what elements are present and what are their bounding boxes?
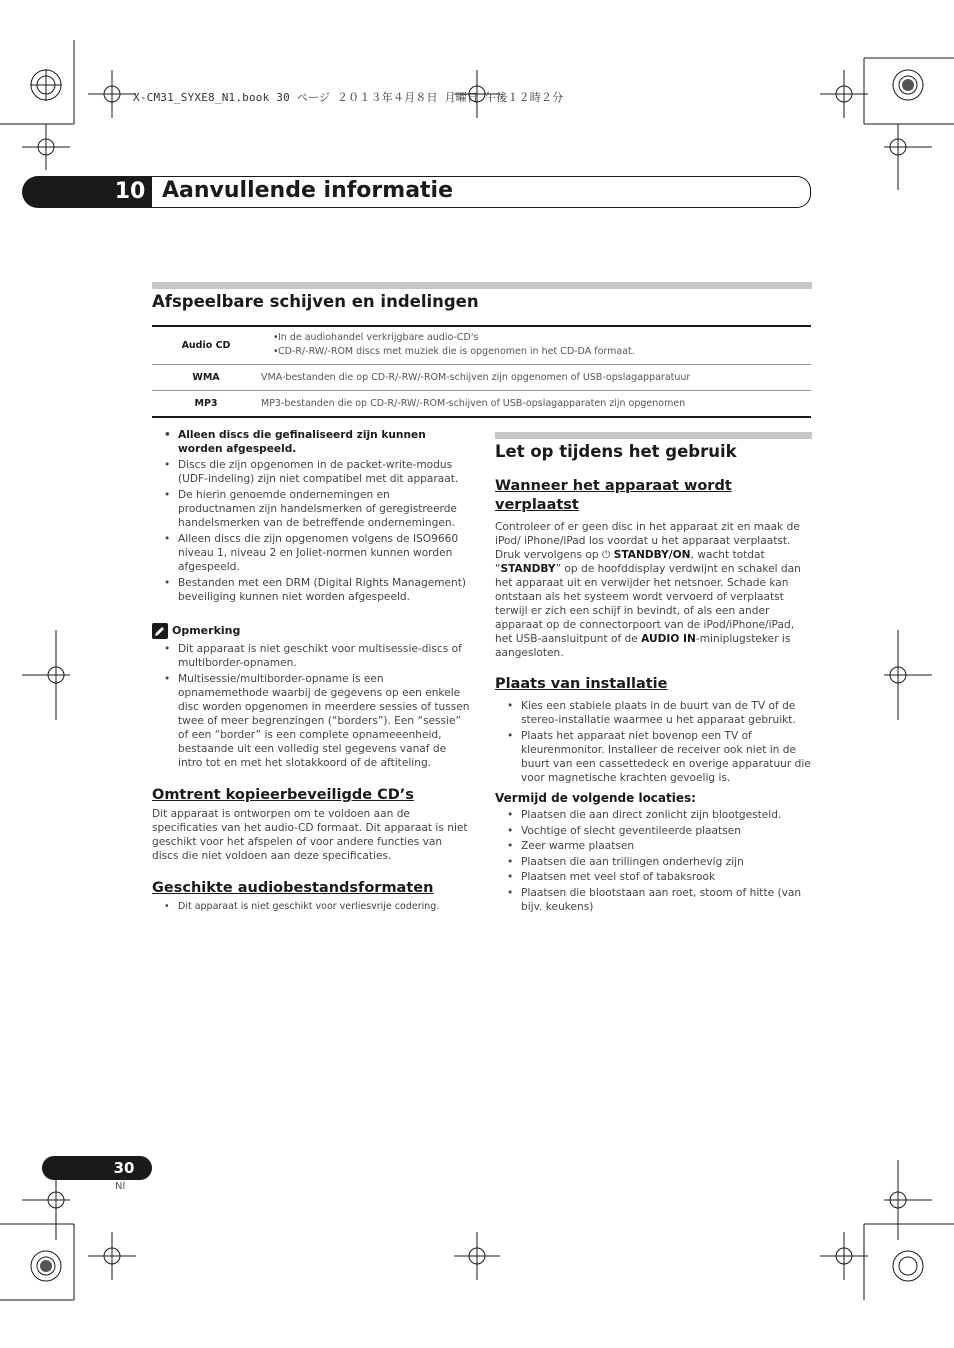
section-divider	[152, 282, 812, 289]
pencil-note-icon	[152, 623, 168, 639]
moving-text	[495, 520, 813, 660]
table-row	[152, 390, 811, 417]
list-item: • Zeer warme plaatsen	[495, 839, 813, 853]
standby-on-key: STANDBY/ON	[613, 549, 691, 561]
left-column	[152, 428, 470, 916]
list-item: • De hierin genoemde ondernemingen en productnamen zijn handelsmerken of geregistreerde handelsmerken van de betreffende ondernemingen.	[152, 488, 470, 530]
avoid-heading: Vermijd de volgende locaties:	[495, 791, 696, 805]
list-item: • Dit apparaat is niet geschikt voor multisessie-discs of multiborder-opnamen.	[152, 642, 470, 670]
avoid-list	[495, 808, 813, 914]
formats-table-wrap	[152, 325, 811, 418]
audio-in-jack: AUDIO IN	[641, 633, 696, 645]
format-description	[260, 326, 811, 364]
list-item: • Dit apparaat is niet geschikt voor verliesvrije codering.	[152, 900, 470, 914]
list-item: • Multisessie/multiborder-opname is een opnamemethode waarbij de gegevens op een enkele disc worden opgenomen in meerdere sessies of tussen twee of meer begrenzingen (“borders”). Een “sessie” of een “border” is een complete opnameeenheid, bestaande uit een volledig stel gegevens vanaf de intro tot en met het slotakkoord of de aftiteling.	[152, 672, 470, 770]
formats-section-title: Afspeelbare schijven en indelingen	[152, 292, 479, 311]
disc-notes-list	[152, 428, 470, 604]
page-number: 30	[113, 1159, 135, 1177]
section-divider	[495, 432, 812, 439]
note-list	[152, 642, 470, 770]
table-row	[152, 326, 811, 364]
formats-table	[152, 325, 811, 418]
list-item: • Plaatsen die aan trillingen onderhevig zijn	[495, 855, 813, 869]
right-column	[495, 442, 813, 916]
text-run: -miniplugsteker is aangesloten.	[495, 633, 791, 659]
text-run: ” op de hoofddisplay verdwijnt en schakel dan het apparaat uit en verwijder het netsnoer. Schade kan ontstaan als het systeem wordt vervoerd of verplaatst terwijl er zich een schijf in bevindt, of als een ander apparaat op de connectorpoort van de iPod/iPhone/iPad, het USB-aansluitpunt of de	[495, 563, 801, 645]
copy-protection-heading: Omtrent kopieerbeveiligde CD’s	[152, 787, 414, 803]
moving-heading: Wanneer het apparaat wordt verplaatst	[495, 478, 732, 513]
page-language: Nl	[115, 1181, 126, 1192]
list-item: • Kies een stabiele plaats in de buurt van de TV of de stereo-installatie waarmee u het apparaat gebruikt.	[495, 699, 813, 727]
list-item: • Alleen discs die gefinaliseerd zijn kunnen worden afgespeeld.	[152, 428, 470, 456]
list-item: • Plaatsen die blootstaan aan roet, stoom of hitte (van bijv. keukens)	[495, 886, 813, 914]
chapter-number: 10	[114, 179, 146, 204]
format-description: MP3-bestanden die op CD-R/-RW/-ROM-schijven of USB-opslagapparaten zijn opgenomen	[261, 397, 686, 409]
list-item: • Plaatsen die aan direct zonlicht zijn blootgesteld.	[495, 808, 813, 822]
chapter-title: Aanvullende informatie	[162, 178, 454, 203]
installation-heading: Plaats van installatie	[495, 676, 668, 692]
audio-formats-heading: Geschikte audiobestandsformaten	[152, 880, 434, 896]
print-header: X-CM31_SYXE8_N1.book 30 ページ ２０１３年４月８日 月曜日 午後１２時２分	[133, 91, 564, 104]
format-name: MP3	[194, 397, 218, 409]
list-item: • CD-R/-RW/-ROM discs met muziek die is opgenomen in het CD-DA formaat.	[261, 345, 811, 359]
installation-list	[495, 699, 813, 785]
format-name: Audio CD	[181, 339, 231, 351]
list-item: • Plaatsen met veel stof of tabaksrook	[495, 870, 813, 884]
text-run: , wacht totdat “	[495, 549, 765, 575]
audio-formats-list	[152, 900, 470, 914]
standby-display: STANDBY	[500, 563, 556, 575]
list-item: • Vochtige of slecht geventileerde plaatsen	[495, 824, 813, 838]
usage-section-title: Let op tijdens het gebruik	[495, 442, 737, 461]
list-item: • Discs die zijn opgenomen in de packet-write-modus (UDF-indeling) zijn niet compatibel met dit apparaat.	[152, 458, 470, 486]
table-row	[152, 364, 811, 390]
list-item: • Plaats het apparaat niet bovenop een TV of kleurenmonitor. Installeer de receiver ook niet in de buurt van een cassettedeck en overige apparatuur die voor magnetische krachten gevoelig is.	[495, 729, 813, 785]
format-description: VMA-bestanden die op CD-R/-RW/-ROM-schijven zijn opgenomen of USB-opslagapparatuur	[261, 371, 691, 383]
list-item: • Alleen discs die zijn opgenomen volgens de ISO9660 niveau 1, niveau 2 en Joliet-normen kunnen worden afgespeeld.	[152, 532, 470, 574]
power-icon: ⏻	[601, 549, 611, 561]
list-item: • In de audiohandel verkrijgbare audio-CD's	[261, 331, 811, 345]
copy-protection-text: Dit apparaat is ontworpen om te voldoen aan de specificaties van het audio-CD formaat. Dit apparaat is niet geschikt voor het afspelen of voor andere functies van discs die niet voldoen aan deze specificaties.	[152, 808, 468, 862]
note-label: Opmerking	[172, 624, 241, 637]
list-item: • Bestanden met een DRM (Digital Rights Management) beveiliging kunnen niet worden afgespeeld.	[152, 576, 470, 604]
note-header	[152, 620, 470, 639]
format-name: WMA	[192, 371, 220, 383]
text-run: Controleer of er geen disc in het apparaat zit en maak de iPod/ iPhone/iPad los voordat u het apparaat verplaatst. Druk vervolgens op	[495, 521, 800, 561]
